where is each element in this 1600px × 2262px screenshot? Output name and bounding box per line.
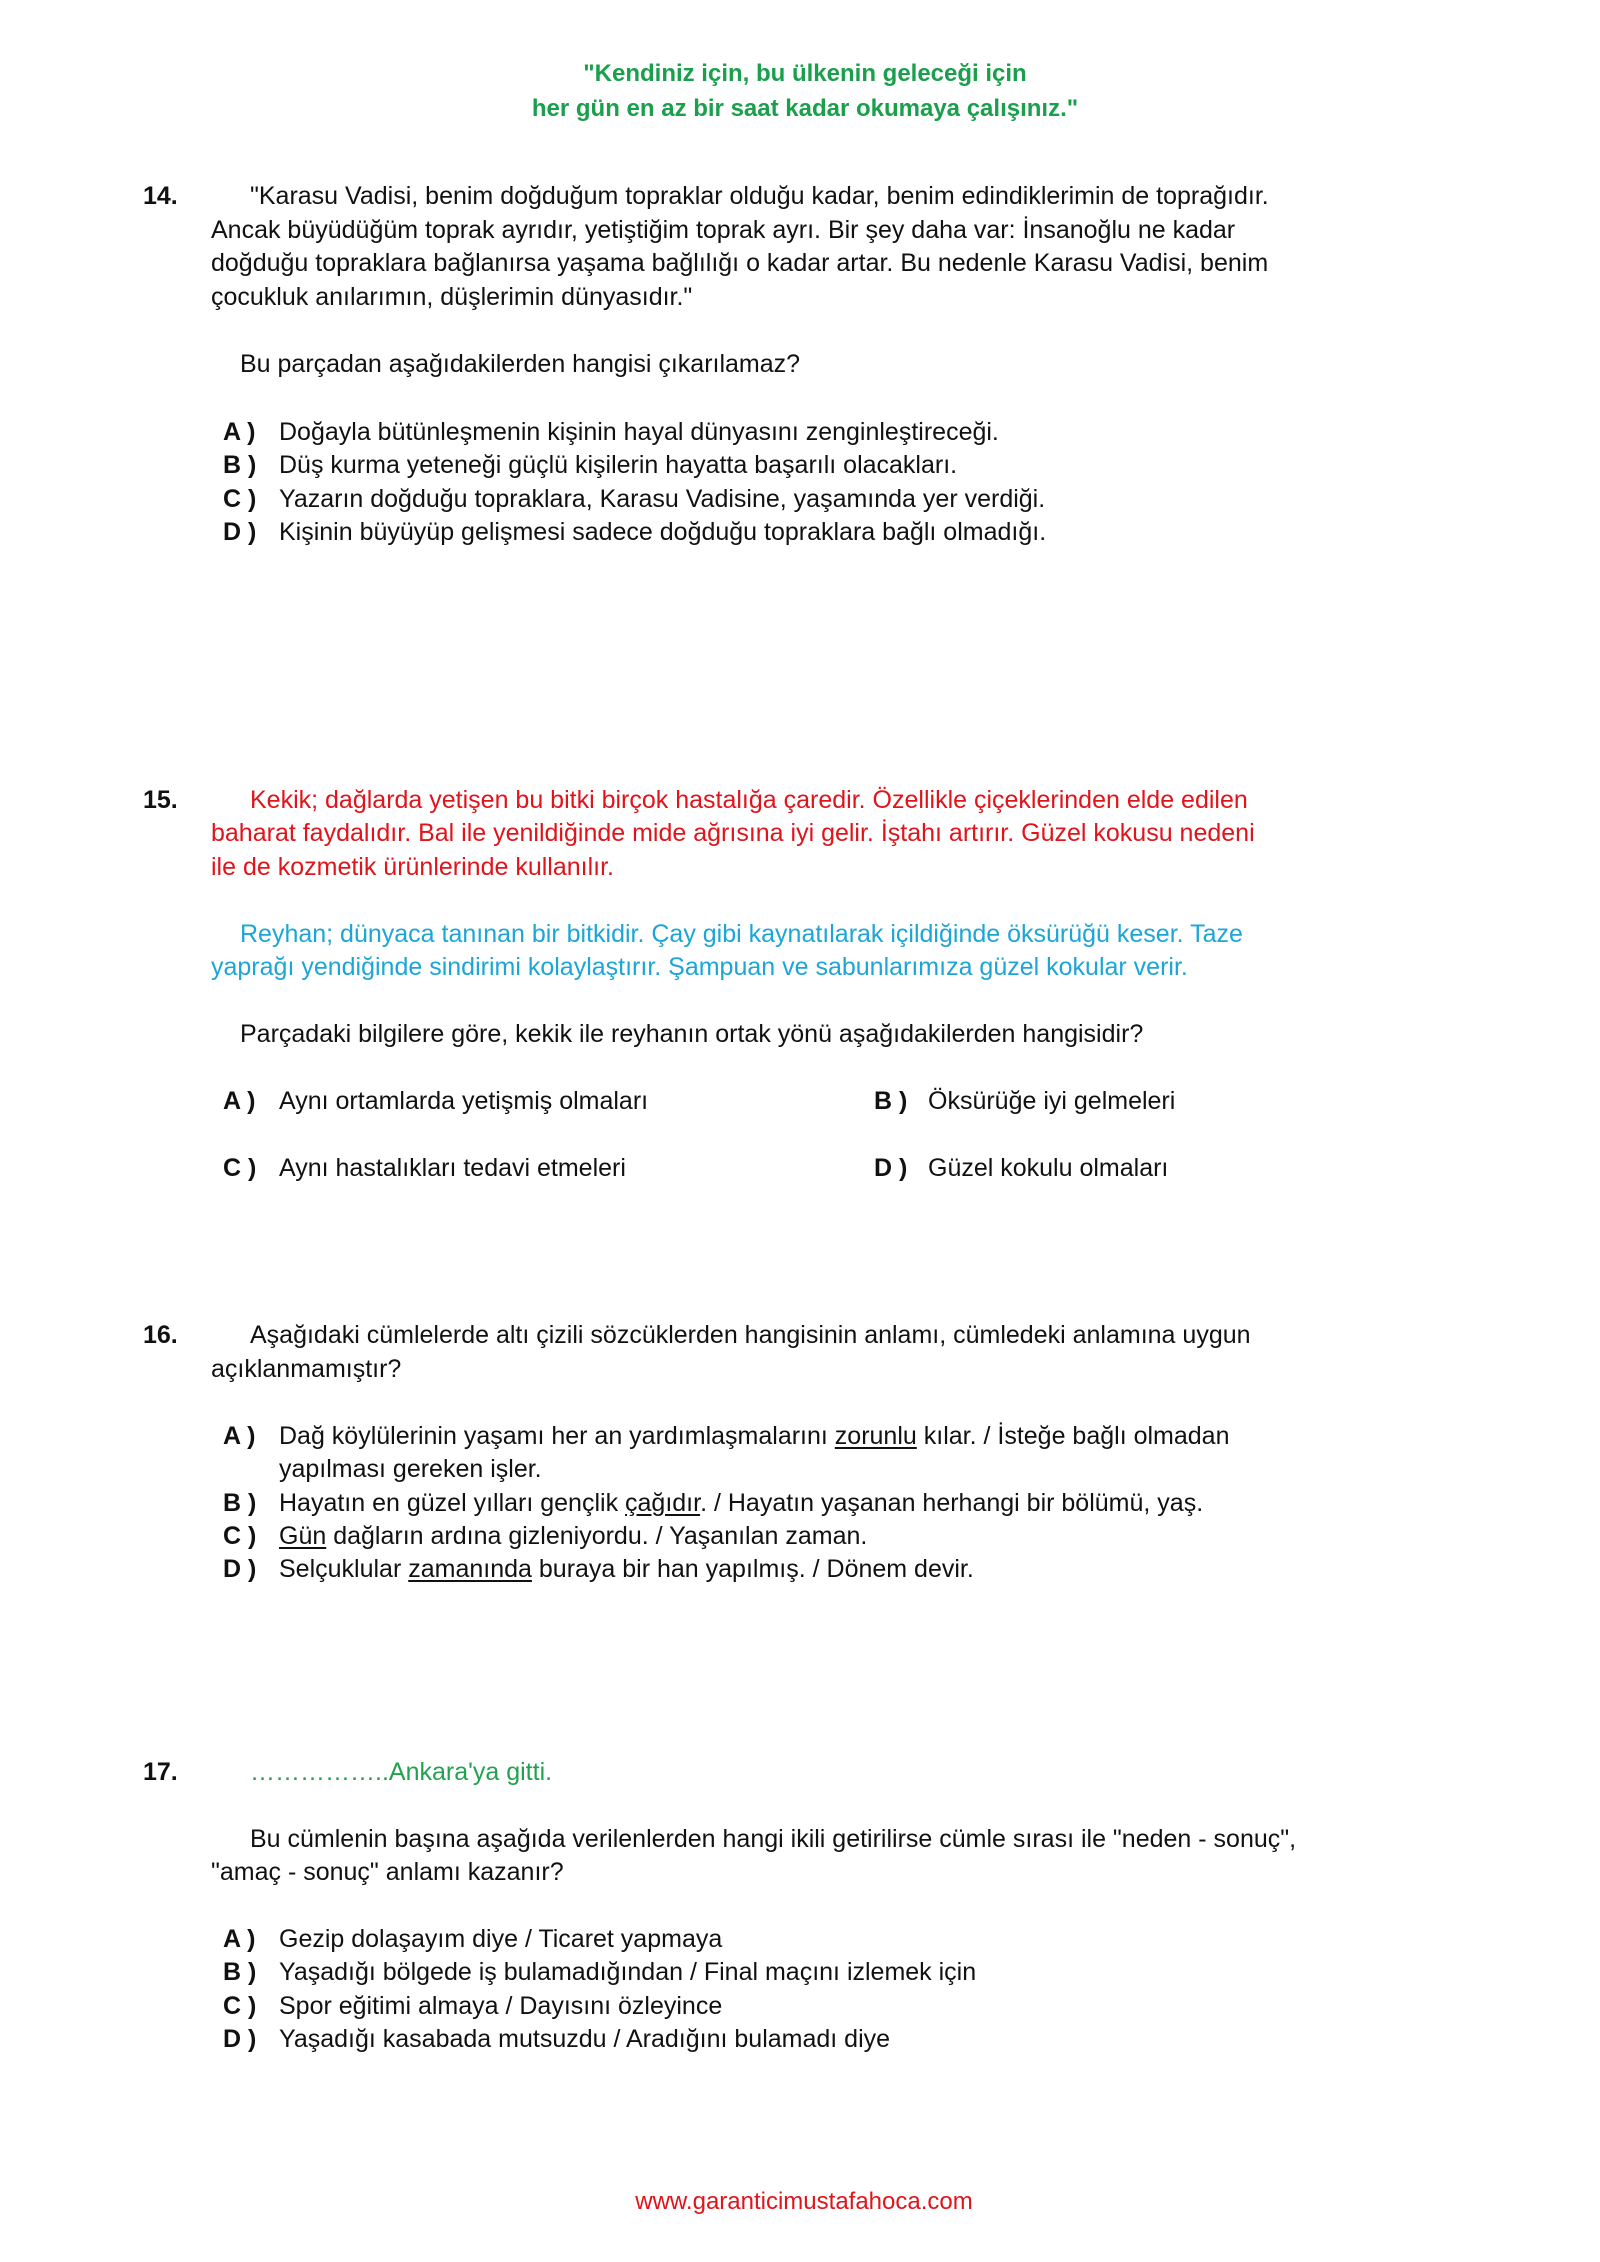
- option-letter: B ): [223, 1489, 257, 1517]
- option-letter: C ): [223, 485, 257, 513]
- option-d-letter: D ): [874, 1154, 908, 1182]
- option-text: yapılması gereken işler.: [279, 1455, 542, 1483]
- option-b: [0, 1955, 1600, 1989]
- option-text-after: . / Hayatın yaşanan herhangi bir bölümü, yaş.: [700, 1489, 1204, 1517]
- option-row: [0, 1084, 1600, 1118]
- option-text: [279, 1486, 1203, 1520]
- question-number: 15.: [143, 786, 178, 814]
- question-stem: [0, 1017, 1600, 1051]
- question-stem-text: "amaç - sonuç" anlamı kazanır?: [211, 1858, 564, 1886]
- option-text: Yaşadığı bölgede iş bulamadığından / Final maçını izlemek için: [279, 1958, 977, 1986]
- passage-text: Ancak büyüdüğüm toprak ayrıdır, yetiştiğim toprak ayrı. Bir şey daha var: İnsanoğlu ne kadar: [211, 216, 1236, 244]
- option-row: [0, 1151, 1600, 1185]
- option-a-text: Aynı ortamlarda yetişmiş olmaları: [279, 1087, 649, 1115]
- question-stem-text: Bu parçadan aşağıdakilerden hangisi çıkarılamaz?: [240, 350, 801, 378]
- option-text-before: Hayatın en güzel yılları gençlik: [279, 1489, 626, 1517]
- option-text: Yazarın doğduğu topraklara, Karasu Vadisine, yaşamında yer verdiği.: [279, 485, 1046, 513]
- passage-line: [0, 816, 1600, 850]
- passage-line: [0, 850, 1600, 884]
- option-text: Spor eğitimi almaya / Dayısını özleyince: [279, 1992, 723, 2020]
- passage-reyhan-text: Reyhan; dünyaca tanınan bir bitkidir. Çay gibi kaynatılarak içildiğinde öksürüğü keser. Taze: [240, 920, 1243, 948]
- option-a: [0, 1419, 1600, 1453]
- option-letter: A ): [223, 418, 256, 446]
- passage-line: [0, 179, 1600, 213]
- option-text: Gezip dolaşayım diye / Ticaret yapmaya: [279, 1925, 723, 1953]
- question-stem: [0, 1822, 1600, 1856]
- passage-line: [0, 783, 1600, 817]
- footer: [0, 2185, 1600, 2219]
- question-stem: [0, 1855, 1600, 1889]
- passage-text: doğduğu topraklara bağlanırsa yaşama bağlılığı o kadar artar. Bu nedenle Karasu Vadisi, benim: [211, 249, 1269, 277]
- question-stem: [0, 1352, 1600, 1386]
- option-c: [0, 1519, 1600, 1553]
- option-text-after: kılar. / İsteğe bağlı olmadan: [916, 1422, 1230, 1450]
- fill-blank-text: ……………..Ankara'ya gitti.: [250, 1758, 553, 1786]
- header-line-2: her gün en az bir saat kadar okumaya çalışınız.": [531, 95, 1079, 122]
- underlined-word: çağıdır: [625, 1489, 701, 1517]
- option-a: [0, 415, 1600, 449]
- passage-kekik-text: ile de kozmetik ürünlerinde kullanılır.: [211, 853, 614, 881]
- option-c-letter: C ): [223, 1154, 257, 1182]
- option-text: Düş kurma yeteneği güçlü kişilerin hayatta başarılı olacakları.: [279, 451, 958, 479]
- option-d: [0, 2022, 1600, 2056]
- option-text-before: Selçuklular: [279, 1555, 409, 1583]
- question-stem-text: Bu cümlenin başına aşağıda verilenlerden hangi ikili getirilirse cümle sırası ile "neden - sonuç",: [250, 1825, 1297, 1853]
- passage-line: [0, 280, 1600, 314]
- option-b-letter: B ): [874, 1087, 908, 1115]
- option-text-after: buraya bir han yapılmış. / Dönem devir.: [531, 1555, 974, 1583]
- underlined-word: zamanında: [408, 1555, 532, 1583]
- fill-blank-sentence: [0, 1755, 1600, 1789]
- option-text: Yaşadığı kasabada mutsuzdu / Aradığını bulamadı diye: [279, 2025, 891, 2053]
- option-b-text: Öksürüğe iyi gelmeleri: [928, 1087, 1176, 1115]
- option-text: [279, 1419, 1229, 1453]
- passage-line: [0, 246, 1600, 280]
- underlined-word: Gün: [279, 1522, 327, 1550]
- option-text: Kişinin büyüyüp gelişmesi sadece doğduğu topraklara bağlı olmadığı.: [279, 518, 1047, 546]
- header-line-1: "Kendiniz için, bu ülkenin geleceği için: [583, 60, 1027, 87]
- passage-kekik-text: baharat faydalıdır. Bal ile yenildiğinde mide ağrısına iyi gelir. İştahı artırır. Güzel kokusu nedeni: [211, 819, 1255, 847]
- option-d-text: Güzel kokulu olmaları: [928, 1154, 1169, 1182]
- option-a: [0, 1922, 1600, 1956]
- option-text: [279, 1552, 974, 1586]
- option-letter: C ): [223, 1522, 257, 1550]
- passage-text: "Karasu Vadisi, benim doğduğum topraklar olduğu kadar, benim edindiklerimin de toprağıdır.: [250, 182, 1269, 210]
- option-letter: A ): [223, 1925, 256, 1953]
- option-a-continuation: [0, 1452, 1600, 1486]
- option-letter: D ): [223, 2025, 257, 2053]
- option-letter: B ): [223, 1958, 257, 1986]
- option-text-before: Dağ köylülerinin yaşamı her an yardımlaşmalarını: [279, 1422, 835, 1450]
- passage-reyhan-text: yaprağı yendiğinde sindirimi kolaylaştırır. Şampuan ve sabunlarımıza güzel kokular verir.: [211, 953, 1188, 981]
- option-letter: A ): [223, 1422, 256, 1450]
- option-a-letter: A ): [223, 1087, 256, 1115]
- option-text: [279, 1519, 867, 1553]
- footer-website-link[interactable]: www.garanticimustafahoca.com: [635, 2188, 973, 2215]
- passage-line: [0, 950, 1600, 984]
- question-stem: [0, 347, 1600, 381]
- option-text: Doğayla bütünleşmenin kişinin hayal dünyasını zenginleştireceği.: [279, 418, 999, 446]
- passage-text: çocukluk anılarımın, düşlerimin dünyasıdır.": [211, 283, 693, 311]
- underlined-word: zorunlu: [834, 1422, 917, 1450]
- passage-kekik-text: Kekik; dağlarda yetişen bu bitki birçok hastalığa çaredir. Özellikle çiçeklerinden elde edilen: [250, 786, 1248, 814]
- option-c-text: Aynı hastalıkları tedavi etmeleri: [279, 1154, 626, 1182]
- question-stem: [0, 1318, 1600, 1352]
- passage-line: [0, 917, 1600, 951]
- question-stem-text: açıklanmamıştır?: [211, 1355, 402, 1383]
- question-stem-text: Aşağıdaki cümlelerde altı çizili sözcüklerden hangisinin anlamı, cümledeki anlamına uygun: [250, 1321, 1251, 1349]
- option-text-after: dağların ardına gizleniyordu. / Yaşanılan zaman.: [326, 1522, 868, 1550]
- option-b: [0, 448, 1600, 482]
- option-letter: C ): [223, 1992, 257, 2020]
- option-letter: B ): [223, 451, 257, 479]
- option-letter: D ): [223, 518, 257, 546]
- option-c: [0, 482, 1600, 516]
- question-number: 17.: [143, 1758, 178, 1786]
- option-b: [0, 1486, 1600, 1520]
- option-d: [0, 515, 1600, 549]
- option-c: [0, 1989, 1600, 2023]
- option-d: [0, 1552, 1600, 1586]
- question-number: 14.: [143, 182, 178, 210]
- question-number: 16.: [143, 1321, 178, 1349]
- question-stem-text: Parçadaki bilgilere göre, kekik ile reyhanın ortak yönü aşağıdakilerden hangisidir?: [240, 1020, 1144, 1048]
- passage-line: [0, 213, 1600, 247]
- option-letter: D ): [223, 1555, 257, 1583]
